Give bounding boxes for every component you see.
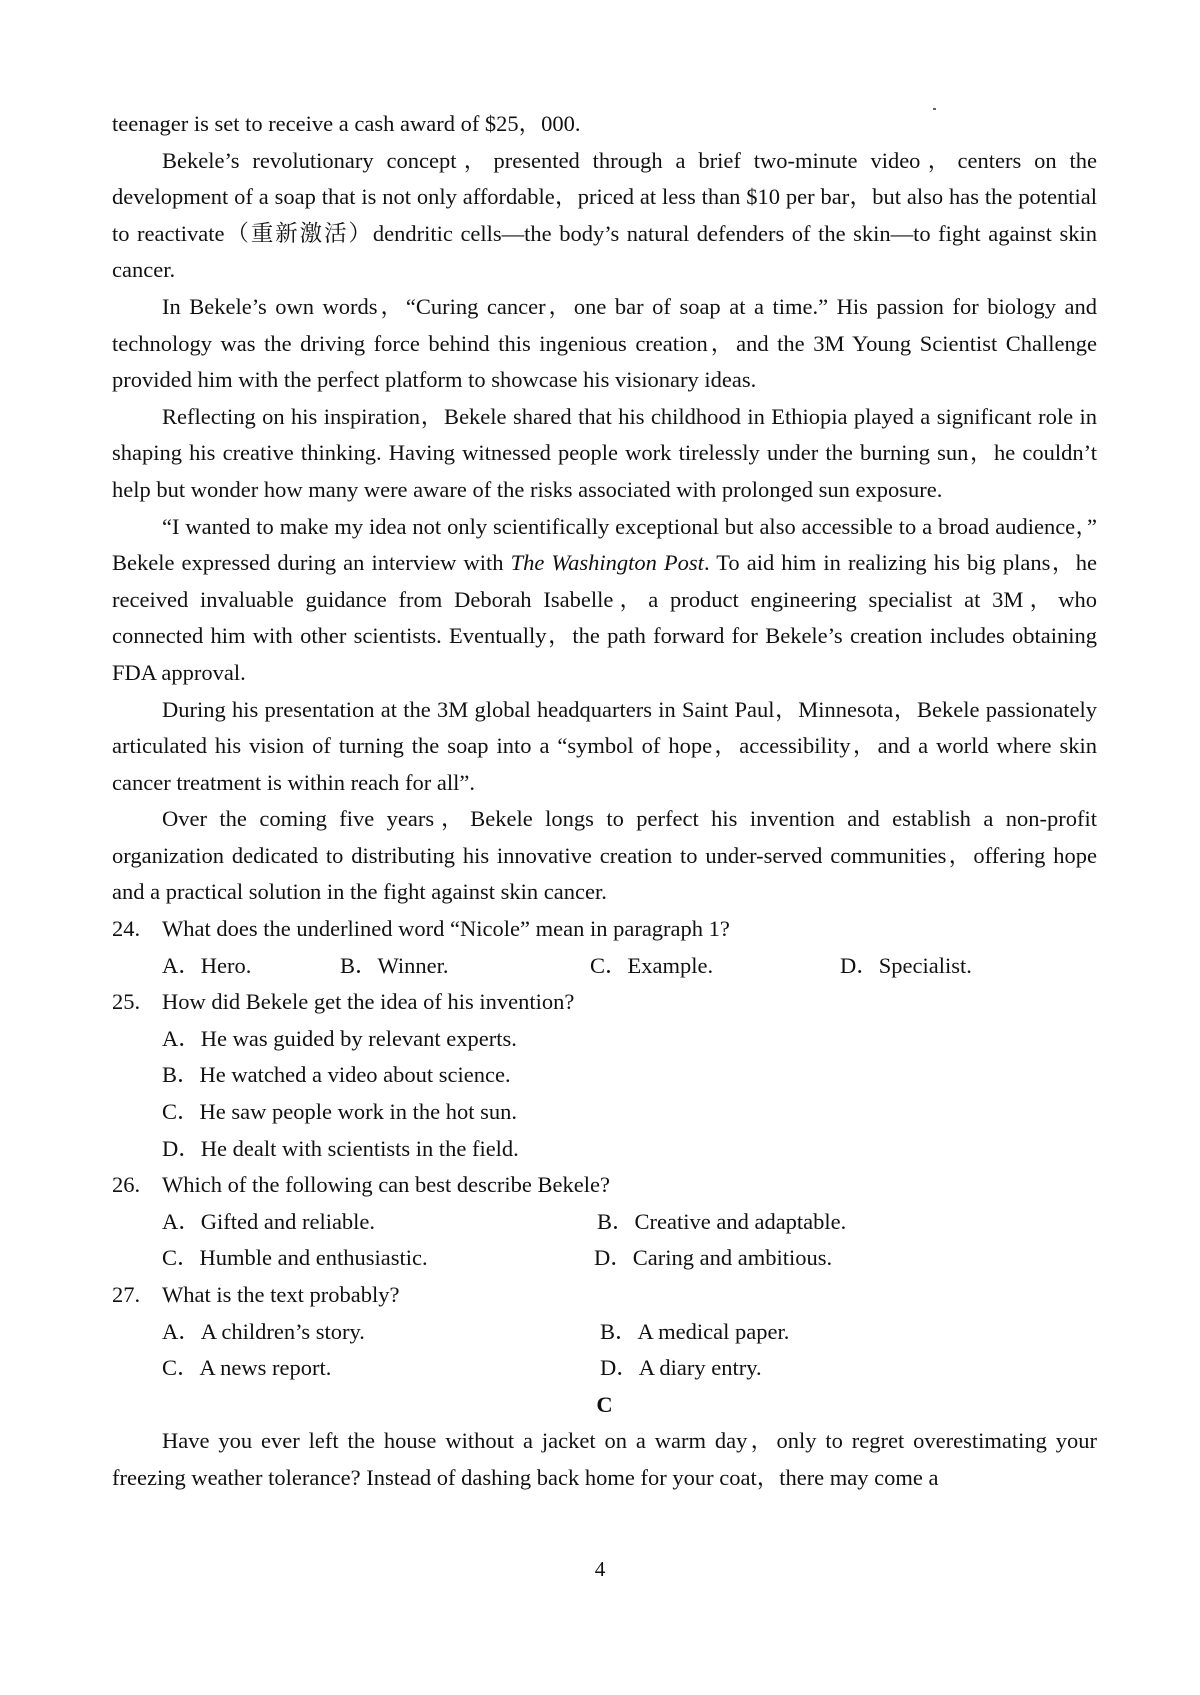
question-stem [112,1167,1097,1204]
paragraph-text: “I wanted to make my idea not only scientifically exceptional but also accessible to a broad audience，” Bekele expressed during an interview with [112,513,1097,576]
question-number: 25. [112,989,141,1015]
question-text: Which of the following can best describe Bekele? [162,1172,610,1198]
passage-b-paragraph-5: During his presentation at the 3M global headquarters in Saint Paul，Minnesota，Bekele passionately articulated his vision of turning the soap into a “symbol of hope，accessibility，and a world where skin cancer treatment is within reach for all”. [112,696,1097,795]
question-text: How did Bekele get the idea of his invention? [162,989,575,1015]
option-c[interactable]: C．A news report. [162,1355,332,1381]
newspaper-title: The Washington Post [510,550,704,576]
question-stem [112,1277,1097,1314]
options-row [112,1204,1097,1241]
option-d[interactable]: D．He dealt with scientists in the field. [162,1135,519,1161]
options-row [112,1314,1097,1351]
passage-b-paragraph-6: Over the coming five years，Bekele longs to perfect his invention and establish a non-profit organization dedicated to distributing his innovative creation to under-served communities，offering hope and a practical solution in the fight against skin cancer. [112,806,1097,905]
option-d[interactable]: D．Specialist. [840,952,972,978]
passage-b-paragraph-4 [112,509,1097,692]
option-d[interactable]: D．Caring and ambitious. [594,1245,833,1271]
document-page [112,106,1097,1497]
question-number: 26. [112,1172,141,1198]
option-a[interactable]: A．A children’s story. [162,1318,365,1344]
passage-b-paragraph-2: In Bekele’s own words，“Curing cancer，one bar of soap at a time.” His passion for biology and technology was the driving force behind this ingenious creation，and the 3M Young Scientist Challenge provided him with the perfect platform to showcase his visionary ideas. [112,293,1097,393]
question-text: What does the underlined word “Nicole” mean in paragraph 1? [162,916,730,942]
passage-b-paragraph-0: teenager is set to receive a cash award of $25，000. [112,111,581,136]
option-b[interactable]: B．Creative and adaptable. [597,1208,847,1234]
question-25 [112,984,1097,1167]
question-number: 24. [112,916,141,942]
question-number: 27. [112,1282,141,1307]
passage-b-paragraph-3: Reflecting on his inspiration，Bekele shared that his childhood in Ethiopia played a significant role in shaping his creative thinking. Having witnessed people work tirelessly under the burning sun，he couldn’t help but wonder how many were aware of the risks associated with prolonged sun exposure. [112,403,1097,502]
options-row [112,948,1097,985]
section-heading-c: C [596,1391,613,1417]
option-c[interactable]: C．Humble and enthusiastic. [162,1245,428,1271]
options-row [112,1240,1097,1277]
option-b[interactable]: B．A medical paper. [600,1318,790,1344]
option-b[interactable]: B．He watched a video about science. [162,1062,511,1088]
question-27 [112,1277,1097,1387]
option-a[interactable]: A．Hero. [162,952,252,978]
page-number: 4 [594,1557,606,1581]
question-stem [112,911,1097,948]
question-24 [112,911,1097,984]
paragraph-text: . To aid him in realizing his big plans，he received invaluable guidance from Deborah Isabelle，a product engineering specialist at 3M，who connected him with other scientists. Eventually，the path forward for Bekele’s creation includes obtaining FDA approval. [112,550,1098,685]
question-stem [112,984,1097,1021]
options-row [112,1350,1097,1387]
option-c[interactable]: C．Example. [590,952,714,978]
option-b[interactable]: B．Winner. [340,952,449,978]
passage-c-paragraph-1: Have you ever left the house without a jacket on a warm day，only to regret overestimating your freezing weather tolerance? Instead of dashing back home for your coat，there may come a [112,1428,1097,1490]
option-a[interactable]: A．Gifted and reliable. [162,1208,376,1234]
question-26 [112,1167,1097,1277]
passage-b-paragraph-1: Bekele’s revolutionary concept，presented through a brief two-minute video，centers on the development of a soap that is not only affordable，priced at less than $10 per bar，but also has the potential to reactivate（重新激活）dendritic cells—the body’s natural defenders of the skin—to fight against skin cancer. [112,147,1097,283]
option-c[interactable]: C．He saw people work in the hot sun. [162,1099,517,1125]
option-a[interactable]: A．He was guided by relevant experts. [162,1025,517,1051]
question-text: What is the text probably? [162,1282,400,1307]
option-d[interactable]: D．A diary entry. [600,1355,762,1381]
